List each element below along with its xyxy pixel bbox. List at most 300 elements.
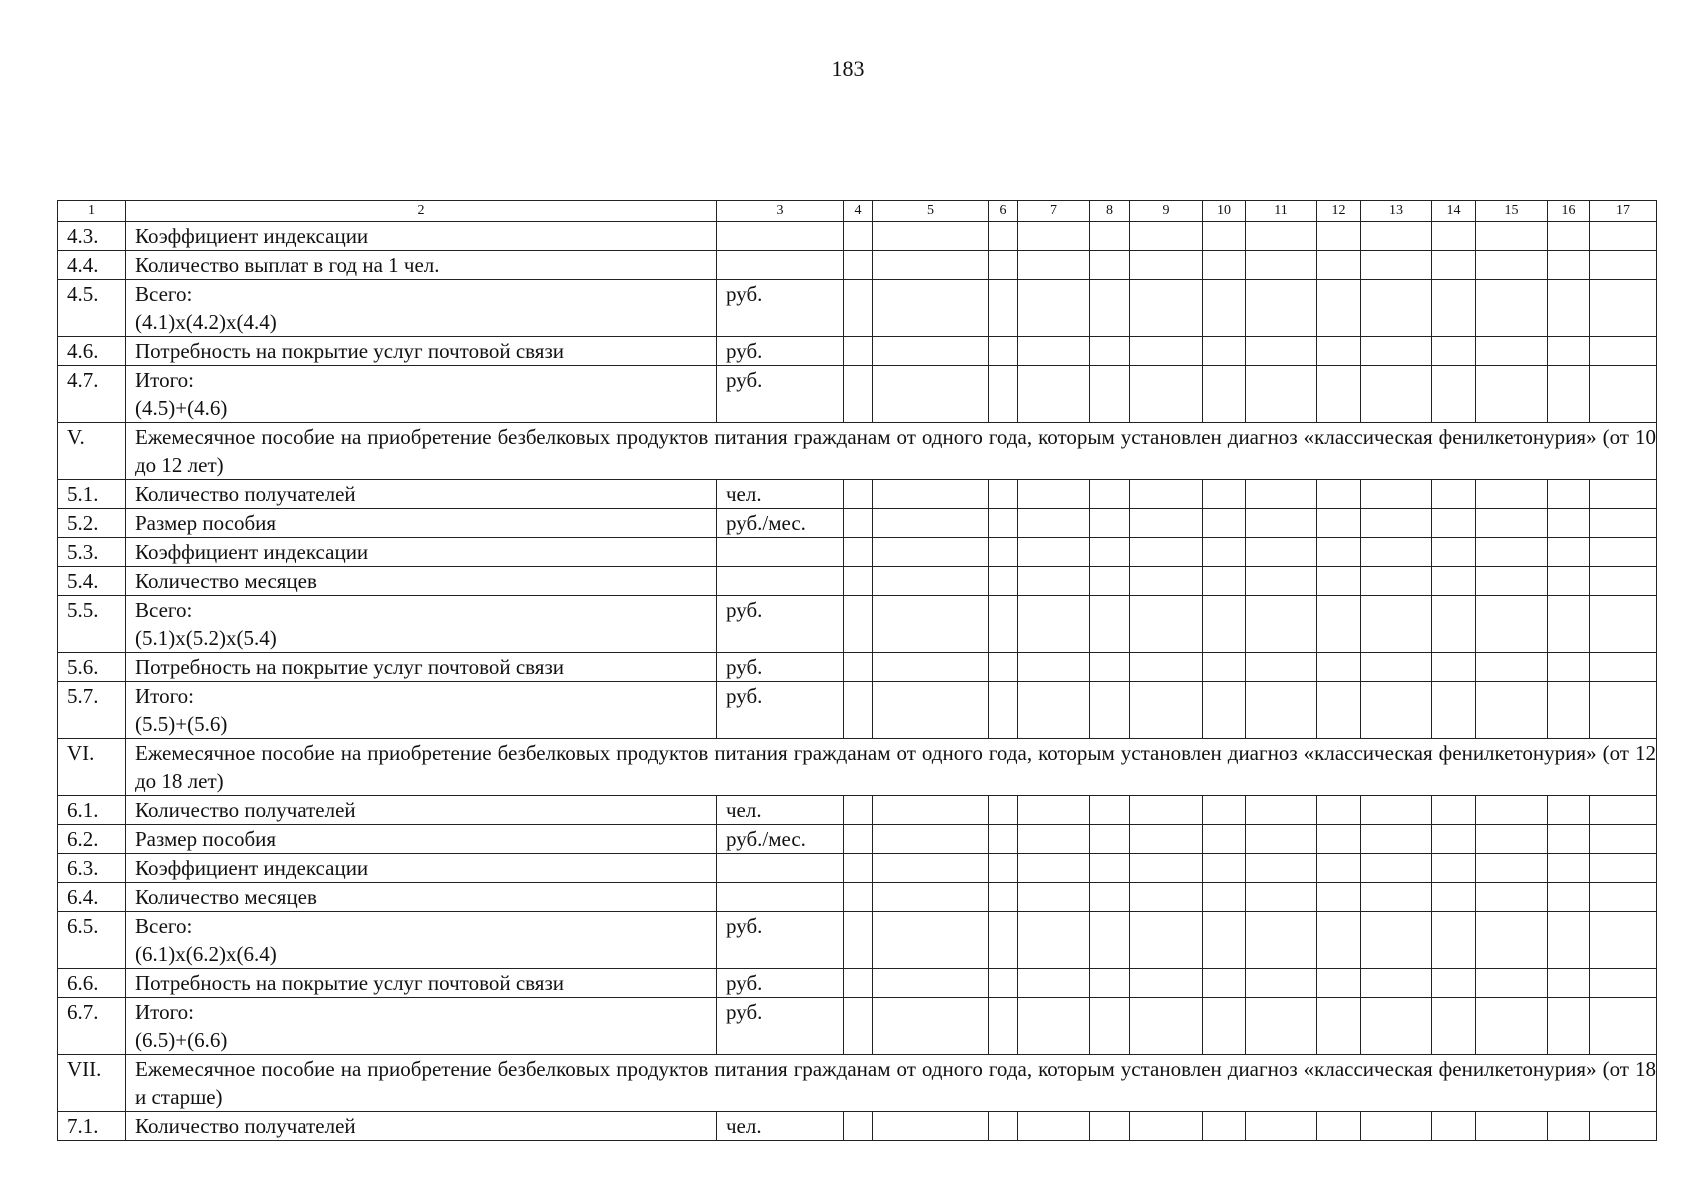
- row-label: [126, 1112, 717, 1141]
- value-cell: [1476, 883, 1548, 912]
- value-cell: [1590, 796, 1657, 825]
- value-cell: [1432, 653, 1476, 682]
- value-cell: [1317, 567, 1361, 596]
- value-cell: [1361, 596, 1432, 653]
- row-number: 5.6.: [58, 653, 126, 682]
- value-cell: [1432, 251, 1476, 280]
- value-cell: [989, 854, 1018, 883]
- row-label: [126, 366, 717, 423]
- section-title: Ежемесячное пособие на приобретение безбелковых продуктов питания гражданам от одного года, которым установлен диагноз «классическая фенилкетонурия» (от 10 до 12 лет): [126, 423, 1657, 480]
- value-cell: [1476, 366, 1548, 423]
- value-cell: [1090, 682, 1130, 739]
- value-cell: [873, 854, 989, 883]
- value-cell: [1590, 509, 1657, 538]
- value-cell: [989, 366, 1018, 423]
- value-cell: [1018, 480, 1090, 509]
- row-number: 6.4.: [58, 883, 126, 912]
- row-number: 5.5.: [58, 596, 126, 653]
- value-cell: [844, 222, 873, 251]
- value-cell: [1203, 222, 1246, 251]
- value-cell: [1548, 796, 1590, 825]
- row-unit: [717, 538, 844, 567]
- row-number: 6.5.: [58, 912, 126, 969]
- row-label: [126, 854, 717, 883]
- value-cell: [844, 366, 873, 423]
- table-row: [58, 337, 1657, 366]
- row-label-text: Всего:: [135, 282, 193, 306]
- value-cell: [1018, 509, 1090, 538]
- value-cell: [1476, 596, 1548, 653]
- row-unit: [717, 567, 844, 596]
- table-row: [58, 567, 1657, 596]
- row-label-text: Количество месяцев: [135, 569, 317, 593]
- table-row: [58, 682, 1657, 739]
- value-cell: [989, 222, 1018, 251]
- value-cell: [989, 251, 1018, 280]
- value-cell: [873, 337, 989, 366]
- value-cell: [1476, 653, 1548, 682]
- value-cell: [1317, 1112, 1361, 1141]
- row-label-text: Потребность на покрытие услуг почтовой связи: [135, 655, 564, 679]
- value-cell: [1432, 796, 1476, 825]
- value-cell: [844, 796, 873, 825]
- value-cell: [1090, 480, 1130, 509]
- value-cell: [1203, 969, 1246, 998]
- column-number: 15: [1476, 201, 1548, 222]
- value-cell: [844, 682, 873, 739]
- value-cell: [1317, 538, 1361, 567]
- value-cell: [1130, 596, 1203, 653]
- value-cell: [1246, 969, 1317, 998]
- value-cell: [1548, 337, 1590, 366]
- value-cell: [1432, 1112, 1476, 1141]
- value-cell: [844, 538, 873, 567]
- column-number: 9: [1130, 201, 1203, 222]
- value-cell: [1090, 883, 1130, 912]
- value-cell: [1246, 796, 1317, 825]
- value-cell: [873, 796, 989, 825]
- value-cell: [873, 480, 989, 509]
- row-unit: руб.: [717, 682, 844, 739]
- value-cell: [1590, 366, 1657, 423]
- value-cell: [1317, 280, 1361, 337]
- value-cell: [844, 251, 873, 280]
- value-cell: [1317, 596, 1361, 653]
- row-formula: (4.5)+(4.6): [135, 396, 228, 420]
- value-cell: [1548, 280, 1590, 337]
- row-unit: чел.: [717, 1112, 844, 1141]
- value-cell: [1018, 682, 1090, 739]
- value-cell: [1317, 366, 1361, 423]
- value-cell: [1548, 998, 1590, 1055]
- value-cell: [1246, 596, 1317, 653]
- value-cell: [1018, 538, 1090, 567]
- row-number: 4.7.: [58, 366, 126, 423]
- section-row: [58, 1055, 1657, 1112]
- value-cell: [1432, 538, 1476, 567]
- value-cell: [1018, 998, 1090, 1055]
- row-unit: руб.: [717, 337, 844, 366]
- row-label: [126, 280, 717, 337]
- value-cell: [1090, 969, 1130, 998]
- row-unit: руб./мес.: [717, 509, 844, 538]
- row-number: 5.1.: [58, 480, 126, 509]
- value-cell: [1090, 280, 1130, 337]
- row-label: [126, 596, 717, 653]
- table-row: [58, 969, 1657, 998]
- value-cell: [1203, 825, 1246, 854]
- value-cell: [1246, 480, 1317, 509]
- column-number: 11: [1246, 201, 1317, 222]
- table-row: [58, 538, 1657, 567]
- value-cell: [1548, 883, 1590, 912]
- value-cell: [1203, 251, 1246, 280]
- value-cell: [1130, 854, 1203, 883]
- row-label-text: Итого:: [135, 684, 194, 708]
- value-cell: [1317, 480, 1361, 509]
- row-label: [126, 796, 717, 825]
- value-cell: [1317, 509, 1361, 538]
- value-cell: [1130, 337, 1203, 366]
- row-number: 6.7.: [58, 998, 126, 1055]
- row-label-text: Всего:: [135, 914, 193, 938]
- value-cell: [1090, 366, 1130, 423]
- value-cell: [1246, 825, 1317, 854]
- row-formula: (6.1)х(6.2)х(6.4): [135, 942, 277, 966]
- column-number-row: [58, 201, 1657, 222]
- value-cell: [1361, 1112, 1432, 1141]
- value-cell: [1548, 538, 1590, 567]
- row-label-text: Коэффициент индексации: [135, 856, 369, 880]
- column-number: 10: [1203, 201, 1246, 222]
- value-cell: [873, 280, 989, 337]
- row-label: [126, 653, 717, 682]
- value-cell: [989, 567, 1018, 596]
- value-cell: [1203, 366, 1246, 423]
- value-cell: [1246, 567, 1317, 596]
- row-number: 6.1.: [58, 796, 126, 825]
- value-cell: [1548, 912, 1590, 969]
- value-cell: [1548, 509, 1590, 538]
- row-label: [126, 567, 717, 596]
- value-cell: [1090, 796, 1130, 825]
- row-formula: (5.5)+(5.6): [135, 712, 228, 736]
- value-cell: [1548, 854, 1590, 883]
- value-cell: [1018, 969, 1090, 998]
- value-cell: [1203, 567, 1246, 596]
- value-cell: [1590, 337, 1657, 366]
- section-title: Ежемесячное пособие на приобретение безбелковых продуктов питания гражданам от одного года, которым установлен диагноз «классическая фенилкетонурия» (от 12 до 18 лет): [126, 739, 1657, 796]
- row-label: [126, 912, 717, 969]
- value-cell: [1203, 596, 1246, 653]
- row-unit: чел.: [717, 480, 844, 509]
- value-cell: [1361, 912, 1432, 969]
- value-cell: [873, 883, 989, 912]
- value-cell: [1476, 222, 1548, 251]
- value-cell: [844, 854, 873, 883]
- value-cell: [1590, 969, 1657, 998]
- value-cell: [1018, 825, 1090, 854]
- value-cell: [1476, 509, 1548, 538]
- value-cell: [1476, 998, 1548, 1055]
- budget-table: [57, 200, 1657, 1141]
- value-cell: [1361, 251, 1432, 280]
- row-number: 5.2.: [58, 509, 126, 538]
- value-cell: [1246, 222, 1317, 251]
- value-cell: [1361, 969, 1432, 998]
- value-cell: [873, 682, 989, 739]
- value-cell: [1317, 825, 1361, 854]
- column-number: 1: [58, 201, 126, 222]
- value-cell: [1203, 280, 1246, 337]
- value-cell: [1361, 682, 1432, 739]
- column-number: 16: [1548, 201, 1590, 222]
- value-cell: [1246, 682, 1317, 739]
- table-row: [58, 596, 1657, 653]
- value-cell: [844, 998, 873, 1055]
- value-cell: [1203, 1112, 1246, 1141]
- value-cell: [1317, 222, 1361, 251]
- value-cell: [1548, 1112, 1590, 1141]
- row-number: 4.6.: [58, 337, 126, 366]
- value-cell: [1246, 251, 1317, 280]
- value-cell: [989, 796, 1018, 825]
- value-cell: [1090, 998, 1130, 1055]
- value-cell: [1432, 222, 1476, 251]
- value-cell: [1361, 854, 1432, 883]
- value-cell: [844, 825, 873, 854]
- value-cell: [1317, 796, 1361, 825]
- value-cell: [989, 480, 1018, 509]
- row-unit: руб.: [717, 653, 844, 682]
- value-cell: [1203, 883, 1246, 912]
- row-number: VII.: [58, 1055, 126, 1112]
- value-cell: [1432, 337, 1476, 366]
- row-label-text: Количество получателей: [135, 1114, 356, 1138]
- table-row: [58, 825, 1657, 854]
- value-cell: [1130, 480, 1203, 509]
- value-cell: [1317, 998, 1361, 1055]
- value-cell: [1203, 682, 1246, 739]
- value-cell: [989, 883, 1018, 912]
- value-cell: [1130, 538, 1203, 567]
- row-number: VI.: [58, 739, 126, 796]
- table-row: [58, 480, 1657, 509]
- column-number: 12: [1317, 201, 1361, 222]
- row-label-text: Количество месяцев: [135, 885, 317, 909]
- value-cell: [1361, 796, 1432, 825]
- row-label: [126, 883, 717, 912]
- value-cell: [1018, 796, 1090, 825]
- value-cell: [989, 538, 1018, 567]
- column-number: 5: [873, 201, 989, 222]
- value-cell: [873, 567, 989, 596]
- value-cell: [1361, 825, 1432, 854]
- value-cell: [1090, 653, 1130, 682]
- value-cell: [989, 825, 1018, 854]
- row-label-text: Количество получателей: [135, 798, 356, 822]
- table-row: [58, 796, 1657, 825]
- value-cell: [1476, 1112, 1548, 1141]
- value-cell: [1361, 509, 1432, 538]
- value-cell: [1246, 280, 1317, 337]
- value-cell: [1246, 653, 1317, 682]
- value-cell: [844, 883, 873, 912]
- value-cell: [989, 337, 1018, 366]
- row-unit: руб.: [717, 912, 844, 969]
- value-cell: [1590, 998, 1657, 1055]
- value-cell: [1130, 509, 1203, 538]
- row-formula: (4.1)х(4.2)х(4.4): [135, 310, 277, 334]
- value-cell: [1476, 825, 1548, 854]
- row-label-text: Коэффициент индексации: [135, 224, 369, 248]
- value-cell: [1476, 682, 1548, 739]
- value-cell: [1018, 1112, 1090, 1141]
- value-cell: [1018, 366, 1090, 423]
- column-number: 14: [1432, 201, 1476, 222]
- value-cell: [1130, 653, 1203, 682]
- value-cell: [1246, 854, 1317, 883]
- value-cell: [1130, 969, 1203, 998]
- value-cell: [1130, 1112, 1203, 1141]
- value-cell: [1361, 337, 1432, 366]
- value-cell: [1590, 538, 1657, 567]
- value-cell: [1018, 280, 1090, 337]
- row-label: [126, 998, 717, 1055]
- value-cell: [1317, 969, 1361, 998]
- value-cell: [1018, 337, 1090, 366]
- value-cell: [1590, 682, 1657, 739]
- value-cell: [844, 912, 873, 969]
- value-cell: [1590, 1112, 1657, 1141]
- value-cell: [1361, 538, 1432, 567]
- value-cell: [1246, 883, 1317, 912]
- value-cell: [1246, 912, 1317, 969]
- column-number: 13: [1361, 201, 1432, 222]
- value-cell: [1130, 825, 1203, 854]
- value-cell: [873, 653, 989, 682]
- value-cell: [1590, 222, 1657, 251]
- row-unit: руб.: [717, 998, 844, 1055]
- row-label-text: Коэффициент индексации: [135, 540, 369, 564]
- row-label: [126, 969, 717, 998]
- row-number: 5.4.: [58, 567, 126, 596]
- value-cell: [1432, 280, 1476, 337]
- value-cell: [1203, 653, 1246, 682]
- value-cell: [1361, 280, 1432, 337]
- row-unit: [717, 251, 844, 280]
- table-row: [58, 509, 1657, 538]
- value-cell: [1432, 854, 1476, 883]
- row-number: 5.7.: [58, 682, 126, 739]
- value-cell: [844, 509, 873, 538]
- value-cell: [1246, 998, 1317, 1055]
- value-cell: [1090, 222, 1130, 251]
- value-cell: [1476, 567, 1548, 596]
- value-cell: [844, 1112, 873, 1141]
- value-cell: [1590, 854, 1657, 883]
- value-cell: [1361, 567, 1432, 596]
- value-cell: [1317, 653, 1361, 682]
- value-cell: [1432, 366, 1476, 423]
- row-label: [126, 825, 717, 854]
- value-cell: [844, 280, 873, 337]
- value-cell: [1590, 653, 1657, 682]
- table-row: [58, 883, 1657, 912]
- value-cell: [1548, 596, 1590, 653]
- table-row: [58, 998, 1657, 1055]
- table-row: [58, 653, 1657, 682]
- value-cell: [1090, 596, 1130, 653]
- value-cell: [1476, 854, 1548, 883]
- value-cell: [1476, 538, 1548, 567]
- row-number: 4.5.: [58, 280, 126, 337]
- column-number: 6: [989, 201, 1018, 222]
- value-cell: [1018, 854, 1090, 883]
- value-cell: [1090, 538, 1130, 567]
- row-label: [126, 251, 717, 280]
- value-cell: [1548, 366, 1590, 423]
- value-cell: [1476, 969, 1548, 998]
- value-cell: [1317, 682, 1361, 739]
- value-cell: [1130, 998, 1203, 1055]
- section-title: Ежемесячное пособие на приобретение безбелковых продуктов питания гражданам от одного года, которым установлен диагноз «классическая фенилкетонурия» (от 18 и старше): [126, 1055, 1657, 1112]
- row-number: 7.1.: [58, 1112, 126, 1141]
- value-cell: [873, 969, 989, 998]
- value-cell: [1018, 251, 1090, 280]
- value-cell: [1361, 653, 1432, 682]
- row-label: [126, 509, 717, 538]
- row-label-text: Потребность на покрытие услуг почтовой связи: [135, 339, 564, 363]
- row-formula: (5.1)х(5.2)х(5.4): [135, 626, 277, 650]
- value-cell: [989, 509, 1018, 538]
- page-number: 183: [831, 56, 865, 81]
- value-cell: [1246, 1112, 1317, 1141]
- row-label: [126, 682, 717, 739]
- value-cell: [1548, 480, 1590, 509]
- row-unit: руб./мес.: [717, 825, 844, 854]
- value-cell: [1246, 509, 1317, 538]
- value-cell: [1246, 337, 1317, 366]
- table-row: [58, 854, 1657, 883]
- row-label-text: Потребность на покрытие услуг почтовой связи: [135, 971, 564, 995]
- value-cell: [1317, 912, 1361, 969]
- column-number: 17: [1590, 201, 1657, 222]
- row-number: 6.2.: [58, 825, 126, 854]
- row-unit: руб.: [717, 366, 844, 423]
- column-number: 4: [844, 201, 873, 222]
- value-cell: [1590, 883, 1657, 912]
- row-label-text: Количество выплат в год на 1 чел.: [135, 253, 440, 277]
- row-unit: чел.: [717, 796, 844, 825]
- value-cell: [1590, 480, 1657, 509]
- row-label-text: Всего:: [135, 598, 193, 622]
- value-cell: [1018, 222, 1090, 251]
- value-cell: [1361, 883, 1432, 912]
- table-row: [58, 1112, 1657, 1141]
- value-cell: [1548, 251, 1590, 280]
- value-cell: [1432, 509, 1476, 538]
- value-cell: [1130, 912, 1203, 969]
- value-cell: [1130, 567, 1203, 596]
- row-label-text: Итого:: [135, 368, 194, 392]
- value-cell: [1432, 682, 1476, 739]
- value-cell: [1476, 796, 1548, 825]
- value-cell: [844, 969, 873, 998]
- value-cell: [873, 596, 989, 653]
- value-cell: [1203, 538, 1246, 567]
- value-cell: [1317, 883, 1361, 912]
